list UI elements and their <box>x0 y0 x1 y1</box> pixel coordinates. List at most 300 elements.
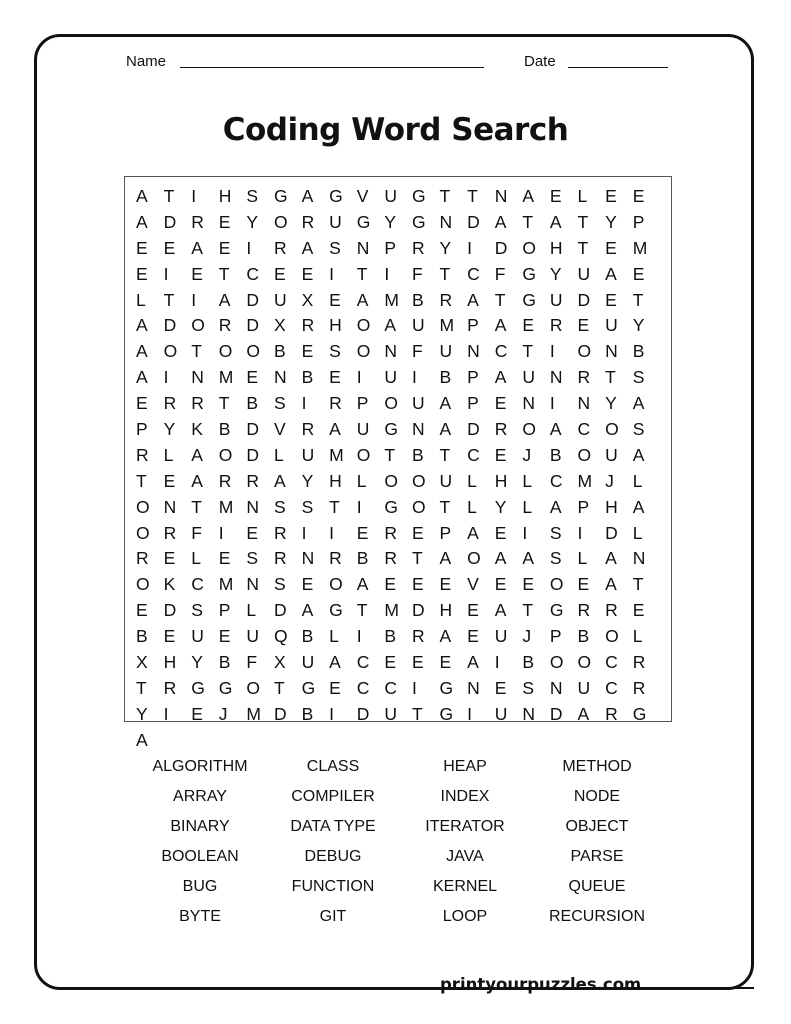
grid-letter: Y <box>246 211 259 232</box>
grid-letter: L <box>522 470 533 491</box>
grid-letter: I <box>411 677 417 698</box>
grid-letter: U <box>411 315 425 336</box>
grid-letter: C <box>577 419 591 440</box>
grid-letter: Y <box>439 237 452 258</box>
grid-letter: G <box>522 263 536 284</box>
grid-letter: S <box>246 186 259 206</box>
grid-letter: A <box>439 419 452 440</box>
grid-letter: A <box>632 496 645 517</box>
grid-letter: E <box>136 393 148 414</box>
grid-letter: E <box>384 652 397 673</box>
grid-letter: E <box>301 341 314 362</box>
grid-letter: T <box>467 186 478 206</box>
grid-letter: R <box>301 315 315 336</box>
grid-letter: E <box>494 393 507 414</box>
word-list-item: ALGORITHM <box>152 758 248 775</box>
grid-letter: R <box>163 677 177 698</box>
grid-letter: U <box>384 367 397 388</box>
grid-letter: I <box>467 703 472 724</box>
grid-letter: G <box>439 703 454 724</box>
grid-letter: T <box>329 496 340 517</box>
grid-letter: T <box>273 677 285 698</box>
grid-letter: I <box>494 652 500 673</box>
grid-letter: T <box>136 677 147 698</box>
grid-letter: I <box>329 263 335 284</box>
grid-letter: E <box>301 574 314 595</box>
grid-letter: O <box>191 315 205 336</box>
grid-letter: O <box>605 626 619 647</box>
grid-letter: E <box>384 574 397 595</box>
grid-letter: C <box>356 677 370 698</box>
grid-letter: O <box>577 341 592 362</box>
grid-letter: Y <box>136 703 148 724</box>
date-label: Date <box>524 53 556 70</box>
grid-letter: E <box>218 548 231 569</box>
grid-letter: K <box>163 574 176 595</box>
grid-letter: O <box>411 470 426 491</box>
grid-letter: T <box>218 263 230 284</box>
grid-letter: A <box>191 237 203 258</box>
grid-letter: B <box>522 652 534 673</box>
grid-letter: R <box>163 393 177 414</box>
grid-letter: G <box>632 703 647 724</box>
grid-letter: X <box>273 652 286 673</box>
grid-letter: A <box>136 315 148 336</box>
grid-letter: E <box>494 677 507 698</box>
word-list-item: METHOD <box>562 758 632 775</box>
grid-letter: H <box>549 237 563 258</box>
grid-letter: P <box>549 626 562 647</box>
grid-letter: A <box>605 263 617 284</box>
grid-letter: L <box>467 470 477 491</box>
grid-letter: O <box>549 652 564 673</box>
grid-letter: D <box>246 289 260 310</box>
grid-letter: E <box>356 522 369 543</box>
grid-letter: I <box>467 237 472 258</box>
grid-letter: E <box>577 315 590 336</box>
grid-letter: U <box>605 444 618 465</box>
grid-letter: D <box>577 289 591 310</box>
grid-letter: T <box>522 211 534 232</box>
grid-letter: O <box>522 237 536 258</box>
grid-letter: R <box>632 652 646 673</box>
grid-letter: O <box>356 444 371 465</box>
grid-letter: R <box>549 315 563 336</box>
grid-letter: D <box>411 600 425 621</box>
grid-letter: H <box>163 652 177 673</box>
grid-letter: U <box>439 341 453 362</box>
grid-letter: A <box>605 548 617 569</box>
grid-letter: T <box>605 367 616 388</box>
grid-letter: T <box>577 237 589 258</box>
grid-letter: O <box>218 444 233 465</box>
grid-letter: O <box>522 419 536 440</box>
grid-letter: D <box>549 703 563 724</box>
grid-letter: A <box>136 186 148 206</box>
grid-letter: G <box>439 677 454 698</box>
grid-letter: V <box>356 186 369 206</box>
grid-letter: T <box>632 289 644 310</box>
grid-letter: A <box>522 548 534 569</box>
word-list-item: CLASS <box>306 758 360 775</box>
grid-letter: B <box>384 626 397 647</box>
grid-letter: A <box>467 652 479 673</box>
grid-letter: O <box>577 444 592 465</box>
grid-letter: E <box>163 470 176 491</box>
grid-letter: I <box>246 237 252 258</box>
grid-letter: O <box>411 496 426 517</box>
grid-letter: I <box>191 289 197 310</box>
grid-letter: E <box>329 289 341 310</box>
grid-letter: J <box>522 626 532 647</box>
grid-letter: A <box>494 211 507 232</box>
word-list-item: INDEX <box>440 788 490 805</box>
grid-letter: E <box>218 626 231 647</box>
grid-letter: Y <box>549 263 562 284</box>
grid-letter: L <box>273 444 284 465</box>
word-list-item: LOOP <box>442 908 488 925</box>
grid-letter: A <box>329 419 341 440</box>
grid-letter: B <box>356 548 369 569</box>
grid-letter: A <box>301 600 314 621</box>
grid-letter: I <box>549 393 555 414</box>
grid-letter: U <box>494 703 508 724</box>
grid-letter: E <box>522 574 534 595</box>
grid-letter: L <box>577 548 588 569</box>
grid-letter: I <box>163 263 169 284</box>
grid-letter: T <box>218 393 230 414</box>
grid-letter: F <box>411 341 423 362</box>
grid-letter: T <box>411 703 423 724</box>
grid-letter: M <box>439 315 455 336</box>
grid-letter: I <box>356 626 362 647</box>
grid-letter: D <box>246 444 260 465</box>
grid-letter: R <box>384 548 397 569</box>
grid-letter: N <box>246 574 260 595</box>
grid-letter: U <box>246 626 260 647</box>
grid-letter: L <box>522 496 533 517</box>
grid-letter: I <box>356 367 362 388</box>
grid-letter: M <box>384 289 399 310</box>
grid-letter: A <box>273 470 286 491</box>
grid-letter: U <box>384 186 397 206</box>
grid-letter: R <box>163 522 177 543</box>
grid-letter: B <box>136 626 148 647</box>
grid-letter: S <box>632 367 645 388</box>
grid-letter: A <box>549 211 562 232</box>
grid-letter: R <box>605 703 618 724</box>
grid-letter: E <box>632 186 645 206</box>
grid-letter: S <box>246 548 259 569</box>
word-list-item: BYTE <box>179 908 221 925</box>
grid-letter: T <box>439 444 451 465</box>
grid-letter: T <box>522 341 534 362</box>
grid-letter: N <box>549 677 563 698</box>
grid-letter: A <box>494 600 507 621</box>
grid-letter: L <box>329 626 339 647</box>
grid-letter: O <box>329 574 343 595</box>
grid-letter: Y <box>632 315 645 336</box>
grid-letter: O <box>605 419 619 440</box>
word-list-item: COMPILER <box>291 788 375 805</box>
grid-letter: A <box>301 186 314 206</box>
grid-letter: R <box>329 393 342 414</box>
grid-letter: I <box>549 341 555 362</box>
grid-letter: P <box>632 211 645 232</box>
grid-letter: R <box>136 548 149 569</box>
grid-letter: Y <box>605 393 617 414</box>
grid-letter: H <box>329 315 342 336</box>
grid-letter: I <box>218 522 224 543</box>
grid-letter: R <box>384 522 397 543</box>
grid-letter: E <box>467 626 479 647</box>
grid-letter: A <box>218 289 231 310</box>
grid-letter: S <box>273 574 286 595</box>
grid-letter: A <box>632 393 645 414</box>
grid-letter: A <box>191 444 203 465</box>
word-list-item: ITERATOR <box>425 818 505 835</box>
grid-letter: T <box>356 263 368 284</box>
grid-letter: C <box>549 470 563 491</box>
grid-letter: A <box>136 211 148 232</box>
grid-letter: R <box>329 548 342 569</box>
grid-letter: B <box>301 626 314 647</box>
page-title: Coding Word Search <box>222 112 569 148</box>
grid-letter: U <box>577 263 591 284</box>
grid-letter: Y <box>163 419 176 440</box>
grid-letter: E <box>605 289 617 310</box>
grid-letter: I <box>384 263 390 284</box>
grid-letter: L <box>467 496 477 517</box>
grid-letter: S <box>273 393 286 414</box>
grid-letter: B <box>301 367 314 388</box>
grid-letter: U <box>522 367 535 388</box>
grid-letter: U <box>301 444 315 465</box>
grid-letter: D <box>246 315 260 336</box>
grid-letter: B <box>411 289 424 310</box>
grid-letter: N <box>356 237 370 258</box>
grid-letter: O <box>218 341 233 362</box>
grid-letter: C <box>191 574 204 595</box>
grid-letter: E <box>632 263 645 284</box>
grid-letter: R <box>494 419 508 440</box>
grid-letter: S <box>329 341 341 362</box>
word-list-item: HEAP <box>443 758 487 775</box>
grid-letter: B <box>632 341 645 362</box>
grid-letter: R <box>411 237 425 258</box>
grid-letter: I <box>163 367 169 388</box>
grid-letter: D <box>163 211 177 232</box>
grid-letter: G <box>384 496 398 517</box>
grid-letter: A <box>439 548 452 569</box>
grid-letter: N <box>522 393 535 414</box>
grid-letter: R <box>273 237 287 258</box>
grid-letter: T <box>577 211 589 232</box>
grid-letter: V <box>273 419 286 440</box>
grid-letter: U <box>411 393 425 414</box>
grid-letter: N <box>577 393 591 414</box>
puzzle-grid <box>136 184 660 754</box>
grid-letter: J <box>522 444 532 465</box>
grid-letter: L <box>191 548 201 569</box>
footer-rule-right <box>650 987 754 989</box>
grid-letter: O <box>273 211 288 232</box>
grid-letter: E <box>632 600 645 621</box>
grid-letter: O <box>163 341 178 362</box>
grid-letter: X <box>136 652 148 673</box>
grid-letter: A <box>439 626 452 647</box>
grid-letter: D <box>494 237 508 258</box>
grid-letter: F <box>191 522 202 543</box>
grid-letter: E <box>577 574 590 595</box>
grid-letter: I <box>301 522 307 543</box>
grid-letter: G <box>411 211 426 232</box>
grid-letter: B <box>549 444 562 465</box>
word-list-item: BINARY <box>170 818 230 835</box>
grid-letter: B <box>301 703 314 724</box>
grid-letter: G <box>329 186 343 206</box>
grid-letter: N <box>494 186 508 206</box>
grid-letter: I <box>356 496 362 517</box>
grid-letter: D <box>467 211 480 232</box>
grid-letter: G <box>191 677 205 698</box>
grid-letter: E <box>411 522 424 543</box>
grid-letter: P <box>136 419 148 440</box>
grid-letter: E <box>301 263 314 284</box>
grid-letter: R <box>191 211 204 232</box>
grid-letter: A <box>494 367 507 388</box>
word-list-item: JAVA <box>446 848 484 865</box>
grid-letter: M <box>246 703 261 724</box>
grid-letter: A <box>191 470 203 491</box>
grid-letter: L <box>577 186 588 206</box>
grid-letter: T <box>163 289 175 310</box>
grid-letter: G <box>522 289 536 310</box>
grid-letter: B <box>218 419 231 440</box>
grid-letter: T <box>439 263 451 284</box>
grid-letter: A <box>136 367 148 388</box>
grid-letter: E <box>494 444 507 465</box>
grid-letter: C <box>384 677 397 698</box>
grid-letter: E <box>329 367 341 388</box>
grid-letter: I <box>411 367 417 388</box>
date-field-line[interactable] <box>568 67 668 68</box>
grid-letter: E <box>494 574 507 595</box>
grid-letter: U <box>577 677 591 698</box>
grid-letter: B <box>218 652 231 673</box>
grid-letter: E <box>163 626 176 647</box>
grid-letter: M <box>384 600 399 621</box>
grid-letter: H <box>439 600 453 621</box>
grid-letter: N <box>384 341 397 362</box>
grid-letter: L <box>136 289 146 310</box>
grid-letter: M <box>218 574 234 595</box>
grid-letter: N <box>549 367 563 388</box>
grid-letter: R <box>218 470 232 491</box>
grid-letter: E <box>549 186 562 206</box>
grid-letter: G <box>218 677 233 698</box>
word-list-item: ARRAY <box>173 788 227 805</box>
grid-letter: B <box>411 444 424 465</box>
grid-letter: R <box>273 548 287 569</box>
word-list-item: PARSE <box>570 848 624 865</box>
grid-letter: M <box>218 367 234 388</box>
grid-letter: R <box>577 600 591 621</box>
grid-letter: K <box>191 419 203 440</box>
grid-letter: O <box>356 341 371 362</box>
grid-letter: I <box>163 703 169 724</box>
grid-letter: E <box>191 263 203 284</box>
grid-letter: M <box>329 444 344 465</box>
grid-letter: U <box>384 703 397 724</box>
grid-letter: A <box>494 315 507 336</box>
grid-letter: N <box>273 367 287 388</box>
grid-letter: L <box>163 444 174 465</box>
grid-letter: E <box>218 211 231 232</box>
grid-letter: N <box>301 548 315 569</box>
grid-letter: Y <box>494 496 507 517</box>
grid-letter: U <box>301 652 315 673</box>
grid-letter: F <box>411 263 423 284</box>
grid-letter: D <box>467 419 480 440</box>
grid-letter: A <box>549 496 562 517</box>
grid-letter: H <box>329 470 342 491</box>
grid-letter: N <box>632 548 646 569</box>
grid-letter: E <box>494 522 507 543</box>
grid-letter: T <box>522 600 534 621</box>
grid-letter: E <box>163 548 176 569</box>
grid-letter: U <box>191 626 204 647</box>
grid-letter: E <box>218 237 231 258</box>
grid-letter: P <box>356 393 369 414</box>
grid-letter: N <box>411 419 425 440</box>
word-list-item: BUG <box>182 878 218 895</box>
grid-letter: O <box>384 470 398 491</box>
grid-letter: X <box>301 289 314 310</box>
grid-letter: M <box>218 496 234 517</box>
grid-letter: R <box>301 211 315 232</box>
grid-letter: D <box>356 703 370 724</box>
grid-letter: U <box>356 419 370 440</box>
grid-letter: G <box>549 600 564 621</box>
grid-letter: O <box>136 522 150 543</box>
grid-letter: E <box>329 677 341 698</box>
name-field-line[interactable] <box>180 67 484 68</box>
grid-letter: A <box>356 574 369 595</box>
grid-letter: U <box>329 211 342 232</box>
grid-letter: L <box>632 626 643 647</box>
grid-letter: E <box>191 703 203 724</box>
grid-letter: N <box>467 677 480 698</box>
grid-letter: L <box>246 600 257 621</box>
grid-letter: G <box>329 600 343 621</box>
grid-letter: G <box>273 186 288 206</box>
grid-letter: U <box>439 470 453 491</box>
grid-letter: R <box>246 470 260 491</box>
grid-letter: Q <box>273 626 288 647</box>
grid-letter: E <box>605 186 617 206</box>
grid-letter: N <box>467 341 480 362</box>
grid-letter: D <box>273 600 287 621</box>
grid-letter: R <box>191 393 204 414</box>
grid-letter: A <box>549 419 562 440</box>
grid-letter: T <box>191 496 202 517</box>
word-list-item: DEBUG <box>304 848 362 865</box>
grid-letter: T <box>439 186 451 206</box>
grid-letter: N <box>191 367 204 388</box>
grid-letter: P <box>467 393 479 414</box>
grid-letter: T <box>411 548 423 569</box>
